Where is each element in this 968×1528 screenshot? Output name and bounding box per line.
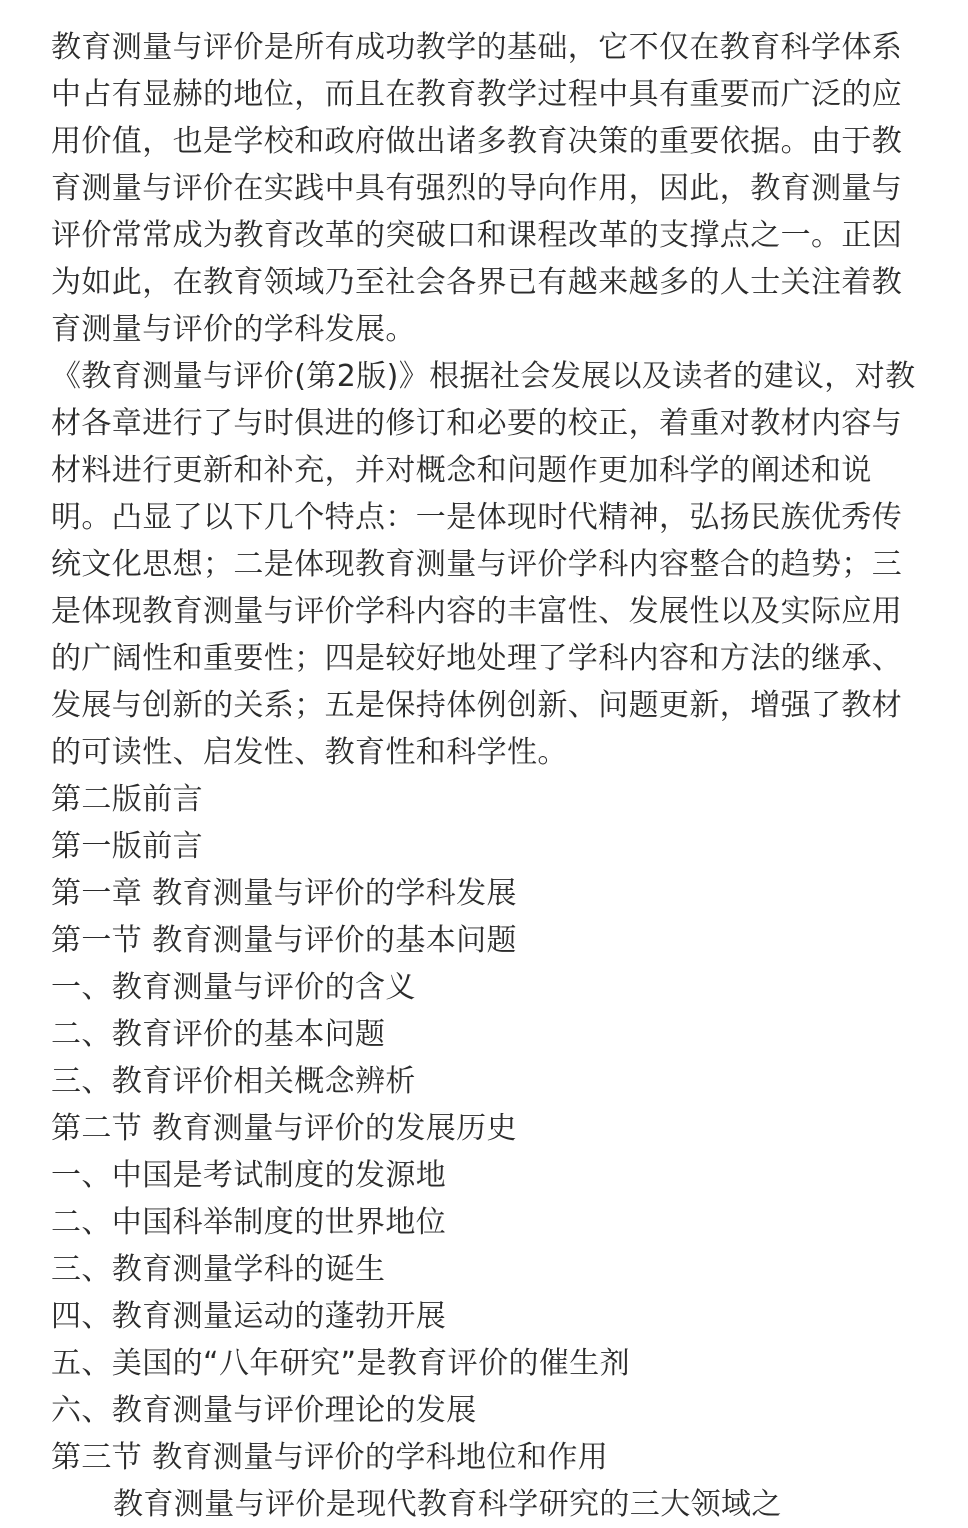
document-body: [51, 24, 931, 1528]
truncated-text-line: 教育测量与评价是现代教育科学研究的三大领域之: [113, 1487, 782, 1522]
toc-item: 二、教育评价的基本问题: [51, 1017, 386, 1052]
toc-preface-first-edition: 第一版前言: [51, 829, 203, 864]
toc-item: 四、教育测量运动的蓬勃开展: [51, 1299, 447, 1334]
toc-chapter-1-section-1: 第一节 教育测量与评价的基本问题: [51, 923, 517, 958]
toc-item: 三、教育测量学科的诞生: [51, 1252, 386, 1287]
toc-chapter-1-section-2: 第二节 教育测量与评价的发展历史: [51, 1111, 517, 1146]
toc-item: 五、美国的“八年研究”是教育评价的催生剂: [51, 1346, 631, 1381]
toc-item: 三、教育评价相关概念辨析: [51, 1064, 416, 1099]
toc-item: 一、中国是考试制度的发源地: [51, 1158, 447, 1193]
toc-chapter-1-section-3: 第三节 教育测量与评价的学科地位和作用: [51, 1440, 609, 1475]
intro-paragraph: 教育测量与评价是所有成功教学的基础，它不仅在教育科学体系中占有显赫的地位，而且在教育教学过程中具有重要而广泛的应用价值，也是学校和政府做出诸多教育决策的重要依据。由于教育测量与评价在实践中具有强烈的导向作用，因此，教育测量与评价常常成为教育改革的突破口和课程改革的支撑点之一。正因为如此，在教育领域乃至社会各界已有越来越多的人士关注着教育测量与评价的学科发展。: [51, 30, 903, 347]
edition-description-paragraph: 《教育测量与评价(第2版)》根据社会发展以及读者的建议，对教材各章进行了与时俱进的修订和必要的校正，着重对教材内容与材料进行更新和补充，并对概念和问题作更加科学的阐述和说明。凸显了以下几个特点：一是体现时代精神，弘扬民族优秀传统文化思想；二是体现教育测量与评价学科内容整合的趋势；三是体现教育测量与评价学科内容的丰富性、发展性以及实际应用的广阔性和重要性；四是较好地处理了学科内容和方法的继承、发展与创新的关系；五是保持体例创新、问题更新，增强了教材的可读性、启发性、教育性和科学性。: [51, 359, 916, 770]
toc-item: 六、教育测量与评价理论的发展: [51, 1393, 477, 1428]
toc-item: 一、教育测量与评价的含义: [51, 970, 416, 1005]
toc-item: 二、中国科举制度的世界地位: [51, 1205, 447, 1240]
table-of-contents: [51, 776, 931, 1481]
toc-chapter-1: 第一章 教育测量与评价的学科发展: [51, 876, 517, 911]
toc-preface-second-edition: 第二版前言: [51, 782, 203, 817]
